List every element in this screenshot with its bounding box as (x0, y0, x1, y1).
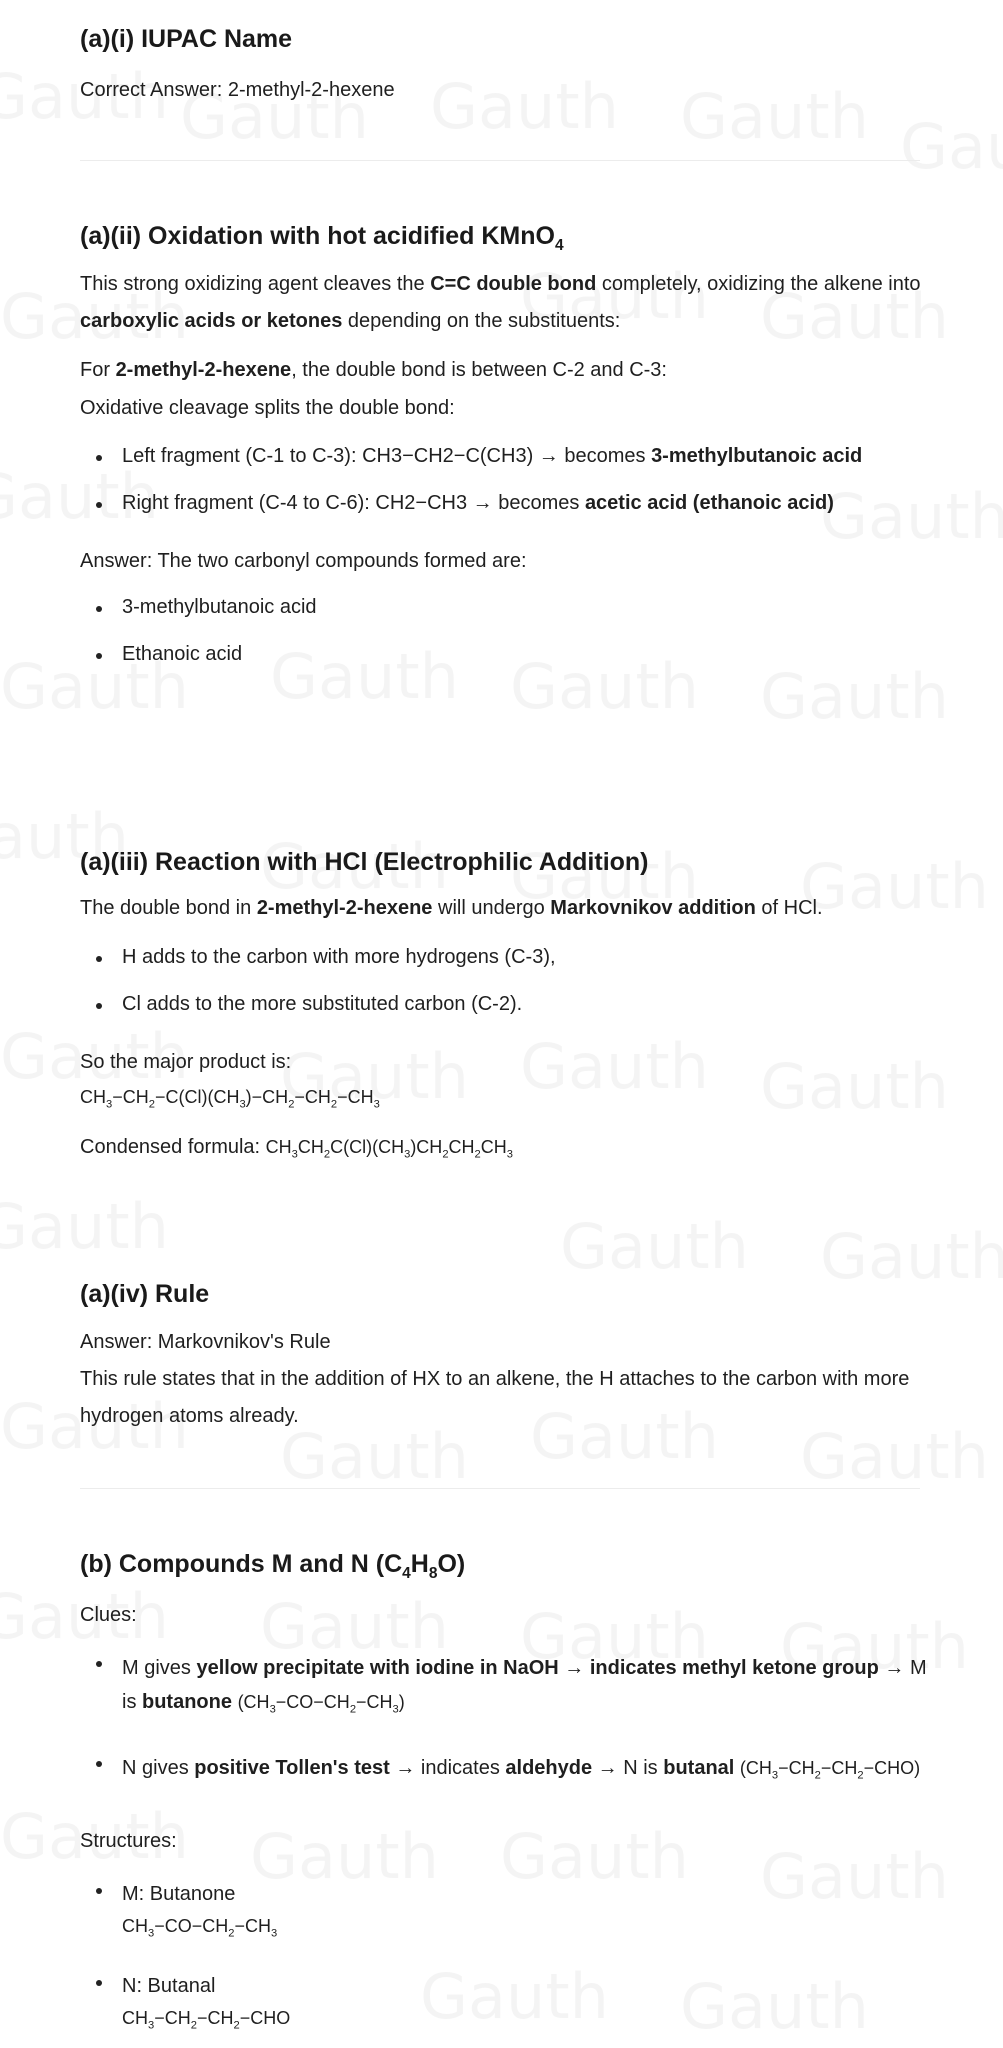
section-a2-para3: Oxidative cleavage splits the double bond: (80, 397, 455, 419)
butanal-formula: $(CH_3-CH_2-CH_2-CHO)$ (739, 1757, 921, 1782)
clues-label: Clues: (80, 1604, 137, 1626)
section-a2-intro (80, 266, 930, 340)
section-a1-answer (80, 80, 395, 100)
section-a1-title: (a)(i) IUPAC Name (80, 25, 293, 53)
watermark-text (820, 1220, 1003, 1293)
watermark-text (680, 80, 869, 153)
answer-value: 2-methyl-2-hexene (227, 79, 395, 101)
text-run: (b) Compounds M and N (C (80, 1550, 403, 1578)
text-run-bold: butanal (663, 1756, 735, 1779)
text-run: Left fragment (C-1 to C-3): CH3−CH2−C(CH3) → becomes (122, 445, 652, 467)
text-run: H (410, 1550, 429, 1578)
text-run: → M is (122, 1657, 927, 1713)
text-run-bold: Markovnikov addition (550, 897, 756, 919)
section-a2-title-sub: 4 (554, 237, 564, 254)
text-run-bold: aldehyde (505, 1756, 593, 1779)
cleavage-fragments-list (80, 445, 960, 515)
text-run-bold: yellow precipitate with iodine in NaOH (196, 1657, 559, 1679)
section-a3-para1 (80, 898, 823, 918)
list-item (80, 1878, 940, 1950)
section-a4-title: (a)(iv) Rule (80, 1280, 210, 1308)
watermark-text (800, 850, 989, 923)
text-run-bold: acetic acid (ethanoic acid) (584, 492, 834, 514)
watermark-text (520, 1030, 709, 1103)
section-a4-para: This rule states that in the addition of HX to an alkene, the H attaches to the carbon with more hydrogen atoms already. (80, 1368, 910, 1427)
text-run: of HCl. (755, 897, 823, 919)
section-divider (80, 1488, 920, 1489)
major-product-formula: $CH_3-CH_2-C(Cl)(CH_3)-CH_2-CH_2-CH_3$ (80, 1087, 380, 1111)
text-run-bold: indicates methyl ketone group (589, 1657, 879, 1679)
watermark-text (760, 660, 949, 733)
section-a3-para2: So the major product is: (80, 1051, 292, 1073)
text-run: Cl adds to the more substituted carbon (C-2). (122, 993, 523, 1015)
structure-formula: $CH_3-CH_2-CH_2-CHO$ (122, 2007, 291, 2032)
list-item (80, 946, 556, 969)
text-run: Ethanoic acid (122, 643, 243, 665)
watermark-text (900, 110, 1003, 183)
structure-formula: $CH_3-CO-CH_2-CH_3$ (122, 1916, 278, 1940)
section-b-title (80, 1550, 465, 1583)
structures-label: Structures: (80, 1830, 177, 1852)
text-run: This strong oxidizing agent cleaves the (80, 273, 431, 295)
text-run-bold: 2-methyl-2-hexene (115, 359, 292, 381)
list-item (80, 993, 556, 1016)
text-run: completely, oxidizing the alkene into (596, 273, 921, 295)
text-run: , the double bond is between C-2 and C-3: (291, 359, 667, 381)
answer-list (80, 596, 317, 666)
text-run: → indicates (389, 1756, 506, 1779)
answer-label: Correct Answer: (80, 79, 228, 101)
text-run: → N is (592, 1756, 664, 1779)
text-run: depending on the substituents: (342, 310, 621, 332)
structure-label: M: Butanone (122, 1883, 236, 1905)
section-a2-answer: Answer: The two carbonyl compounds formed are: (80, 550, 527, 572)
condensed-formula-value: $CH_3CH_2C(Cl)(CH_3)CH_2CH_2CH_3$ (265, 1137, 513, 1161)
section-a2-title (80, 222, 564, 255)
watermark-text (430, 70, 619, 143)
text-run: H adds to the carbon with more hydrogens (C-3), (122, 946, 556, 968)
list-item (80, 1651, 940, 1727)
list-item (80, 492, 960, 515)
text-run: O) (437, 1550, 466, 1578)
text-run: → (558, 1657, 590, 1679)
section-a2-para2 (80, 360, 667, 380)
watermark-text (510, 650, 699, 723)
section-a2-title-text: (a)(ii) Oxidation with hot acidified KMnO (80, 222, 555, 250)
text-run: Right fragment (C-4 to C-6): CH2−CH3 → becomes (122, 492, 585, 514)
watermark-text (0, 1190, 169, 1263)
subscript: 4 (402, 1565, 411, 1582)
text-run: will undergo (432, 897, 551, 919)
text-run: For (80, 359, 116, 381)
addition-rules-list (80, 946, 556, 1016)
text-run-bold: positive Tollen's test (194, 1756, 390, 1779)
subscript: 8 (428, 1565, 438, 1582)
section-divider (80, 160, 920, 161)
text-run: 3-methylbutanoic acid (122, 596, 317, 618)
text-run-bold: 3-methylbutanoic acid (651, 445, 863, 467)
text-run: N gives (122, 1756, 195, 1779)
section-a4-answer: Answer: Markovnikov's Rule (80, 1331, 331, 1353)
list-item (80, 1751, 940, 1793)
watermark-text (560, 1210, 749, 1283)
section-a3-title: (a)(iii) Reaction with HCl (Electrophilic Addition) (80, 848, 649, 876)
structure-label: N: Butanal (122, 1974, 216, 1997)
condensed-formula (80, 1137, 513, 1161)
text-run: M gives (122, 1657, 197, 1679)
list-item (80, 596, 317, 619)
condensed-label: Condensed formula: (80, 1136, 266, 1158)
text-run-bold: carboxylic acids or ketones (80, 310, 343, 332)
text-run-bold: butanone (142, 1691, 232, 1713)
structures-list (80, 1878, 940, 2041)
list-item (80, 1970, 940, 2042)
butanone-formula: $(CH_3-CO-CH_2-CH_3)$ (237, 1692, 405, 1716)
watermark-text (760, 1050, 949, 1123)
text-run-bold: C=C double bond (430, 273, 597, 295)
clues-list (80, 1651, 940, 1792)
text-run: The double bond in (80, 897, 257, 919)
list-item (80, 445, 960, 468)
text-run-bold: 2-methyl-2-hexene (256, 897, 433, 919)
list-item (80, 643, 317, 666)
